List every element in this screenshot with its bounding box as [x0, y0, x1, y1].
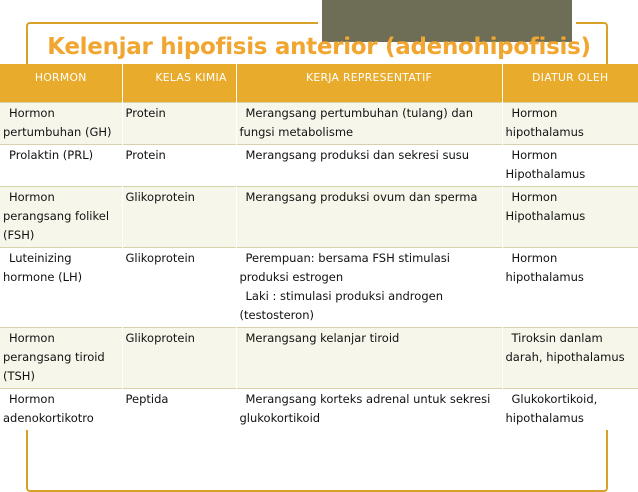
cell-diatur-oleh-text: Hormon Hipothalamus — [505, 189, 586, 223]
cell-kerja-representatif — [236, 388, 502, 430]
kerja-line-text: Perempuan: bersama FSH stimulasi produksi estrogen — [239, 250, 450, 284]
table-row — [0, 247, 638, 327]
cell-diatur-oleh-text: Hormon hipothalamus — [505, 105, 584, 139]
kerja-line — [240, 188, 499, 207]
cell-hormon-text: Hormon perangsang folikel (FSH) — [3, 189, 110, 242]
cell-kelas-kimia-text: Peptida — [125, 391, 169, 406]
cell-kelas-kimia-text: Glikoprotein — [125, 189, 195, 204]
cell-hormon — [0, 247, 122, 327]
table-row — [0, 144, 638, 186]
kerja-line-text: Merangsang korteks adrenal untuk sekresi glukokortikoid — [239, 391, 491, 425]
kerja-line-text: Merangsang pertumbuhan (tulang) dan fungsi metabolisme — [239, 105, 474, 139]
cell-kelas-kimia-text: Protein — [125, 147, 166, 162]
cell-diatur-oleh-text: Hormon hipothalamus — [505, 250, 584, 284]
cell-diatur-oleh — [502, 186, 638, 247]
cell-kelas-kimia — [122, 144, 236, 186]
header-hormon: HORMON — [0, 64, 122, 102]
kerja-line — [240, 287, 499, 325]
cell-diatur-oleh — [502, 388, 638, 430]
cell-diatur-oleh-text: Glukokortikoid, hipothalamus — [505, 391, 598, 425]
cell-kelas-kimia-text: Protein — [125, 105, 166, 120]
kerja-line — [240, 146, 499, 165]
cell-hormon-text: Hormon adenokortikotro — [3, 391, 94, 425]
cell-hormon-text: Hormon pertumbuhan (GH) — [3, 105, 112, 139]
cell-hormon — [0, 102, 122, 144]
kerja-line — [240, 329, 499, 348]
kerja-line-text: Merangsang kelanjar tiroid — [245, 330, 400, 345]
cell-kelas-kimia — [122, 102, 236, 144]
cell-kelas-kimia-text: Glikoprotein — [125, 250, 195, 265]
cell-diatur-oleh-text: Hormon Hipothalamus — [505, 147, 586, 181]
kerja-line — [240, 249, 499, 287]
hormone-table — [0, 64, 638, 430]
table-row — [0, 388, 638, 430]
cell-hormon — [0, 327, 122, 388]
cell-kerja-representatif — [236, 186, 502, 247]
cell-kerja-representatif — [236, 247, 502, 327]
kerja-line-text: Merangsang produksi ovum dan sperma — [245, 189, 478, 204]
cell-kelas-kimia — [122, 247, 236, 327]
cell-diatur-oleh — [502, 102, 638, 144]
slide-title: Kelenjar hipofisis anterior (adenohipofisis) — [47, 34, 591, 60]
kerja-line-text: Laki : stimulasi produksi androgen (testosteron) — [239, 288, 443, 322]
table-row — [0, 327, 638, 388]
header-diatur-oleh: DIATUR OLEH — [502, 64, 638, 102]
header-kelas-kimia — [122, 64, 236, 102]
header-kelas-kimia-label: KELAS KIMIA — [155, 71, 227, 84]
cell-kerja-representatif — [236, 144, 502, 186]
kerja-line — [240, 390, 499, 428]
table-row — [0, 186, 638, 247]
header-kerja-representatif: KERJA REPRESENTATIF — [236, 64, 502, 102]
cell-kelas-kimia — [122, 388, 236, 430]
cell-hormon-text: Luteinizing hormone (LH) — [3, 250, 83, 284]
cell-diatur-oleh — [502, 327, 638, 388]
cell-hormon — [0, 388, 122, 430]
cell-kelas-kimia — [122, 186, 236, 247]
cell-diatur-oleh-text: Tiroksin danlam darah, hipothalamus — [505, 330, 625, 364]
cell-kerja-representatif — [236, 327, 502, 388]
cell-diatur-oleh — [502, 247, 638, 327]
cell-hormon-text: Hormon perangsang tiroid (TSH) — [3, 330, 105, 383]
kerja-line — [240, 104, 499, 142]
cell-diatur-oleh — [502, 144, 638, 186]
table-row — [0, 102, 638, 144]
table-body — [0, 102, 638, 430]
cell-kelas-kimia — [122, 327, 236, 388]
cell-kerja-representatif — [236, 102, 502, 144]
kerja-line-text: Merangsang produksi dan sekresi susu — [245, 147, 470, 162]
table-header-row — [0, 64, 638, 102]
cell-hormon — [0, 186, 122, 247]
cell-kelas-kimia-text: Glikoprotein — [125, 330, 195, 345]
cell-hormon — [0, 144, 122, 186]
cell-hormon-text: Prolaktin (PRL) — [9, 147, 94, 162]
